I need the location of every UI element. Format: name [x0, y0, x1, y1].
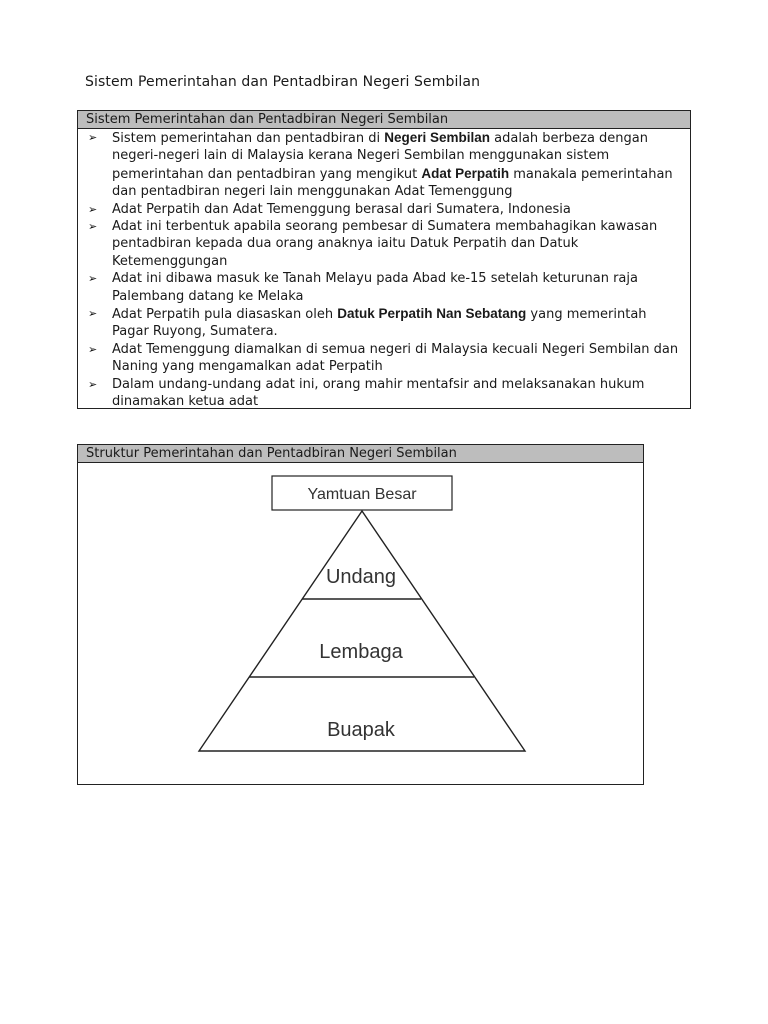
bullet-text: Sistem pemerintahan dan pentadbiran di	[112, 131, 385, 146]
bullet-list	[78, 129, 690, 411]
info-box	[77, 110, 691, 409]
bullet-text: Adat ini dibawa masuk ke Tanah Melayu pada Abad ke-15 setelah keturunan raja Palembang datang ke Melaka	[112, 271, 638, 304]
pyramid-level-label: Lembaga	[319, 641, 403, 663]
bullet-bold-text: Adat Perpatih	[421, 165, 510, 181]
top-box-label: Yamtuan Besar	[307, 486, 417, 503]
bullet-text: Adat Temenggung diamalkan di semua negeri di Malaysia kecuali Negeri Sembilan dan Naning yang mengamalkan adat Perpatih	[112, 341, 679, 375]
pyramid-level-label: Buapak	[327, 719, 395, 741]
arrow-bullet-icon: ➢	[88, 342, 98, 356]
bullet-text: Adat Perpatih pula diasaskan oleh	[112, 307, 338, 323]
bullet-text: Adat Perpatih dan Adat Temenggung berasal dari Sumatera, Indonesia	[112, 201, 571, 217]
bullet-item	[86, 129, 684, 201]
pyramid-triangle	[199, 511, 525, 751]
bullet-text: manakala pemerintahan dan pentadbiran negeri lain menggunakan Adat Temenggung	[112, 166, 673, 200]
info-box-header: Sistem Pemerintahan dan Pentadbiran Negeri Sembilan	[78, 111, 690, 129]
bullet-bold-text: Negeri Sembilan	[384, 130, 491, 145]
bullet-text: Adat ini terbentuk apabila seorang pembesar di Sumatera membahagikan kawasan pentadbiran kepada dua orang anaknya iaitu Datuk Perpatih dan Datuk Ketemenggungan	[112, 219, 658, 269]
bullet-text: yang memerintah Pagar Ruyong, Sumatera.	[112, 307, 647, 340]
pyramid-level-label: Undang	[325, 566, 397, 588]
structure-box	[77, 444, 644, 785]
bullet-item	[86, 305, 684, 341]
arrow-bullet-icon: ➢	[88, 307, 98, 321]
bullet-item	[86, 270, 684, 305]
arrow-bullet-icon: ➢	[88, 220, 98, 234]
hierarchy-pyramid-diagram	[78, 445, 643, 784]
bullet-text: Dalam undang-undang adat ini, orang mahir mentafsir and melaksanakan hukum dinamakan ketua adat	[112, 376, 645, 410]
arrow-bullet-icon: ➢	[88, 131, 98, 144]
document-title: Sistem Pemerintahan dan Pentadbiran Negeri Sembilan	[85, 74, 481, 90]
structure-box-header: Struktur Pemerintahan dan Pentadbiran Negeri Sembilan	[78, 445, 643, 463]
arrow-bullet-icon: ➢	[88, 377, 98, 391]
bullet-item	[86, 376, 684, 411]
bullet-text: adalah berbeza dengan negeri-negeri lain di Malaysia kerana Negeri Sembilan menggunakan sistem pemerintahan dan pentadbiran yang mengikut	[112, 131, 648, 182]
bullet-item	[86, 201, 684, 218]
bullet-item	[86, 341, 684, 376]
arrow-bullet-icon: ➢	[88, 272, 98, 286]
bullet-item	[86, 218, 684, 270]
arrow-bullet-icon: ➢	[88, 202, 98, 216]
bullet-bold-text: Datuk Perpatih Nan Sebatang	[337, 306, 527, 322]
